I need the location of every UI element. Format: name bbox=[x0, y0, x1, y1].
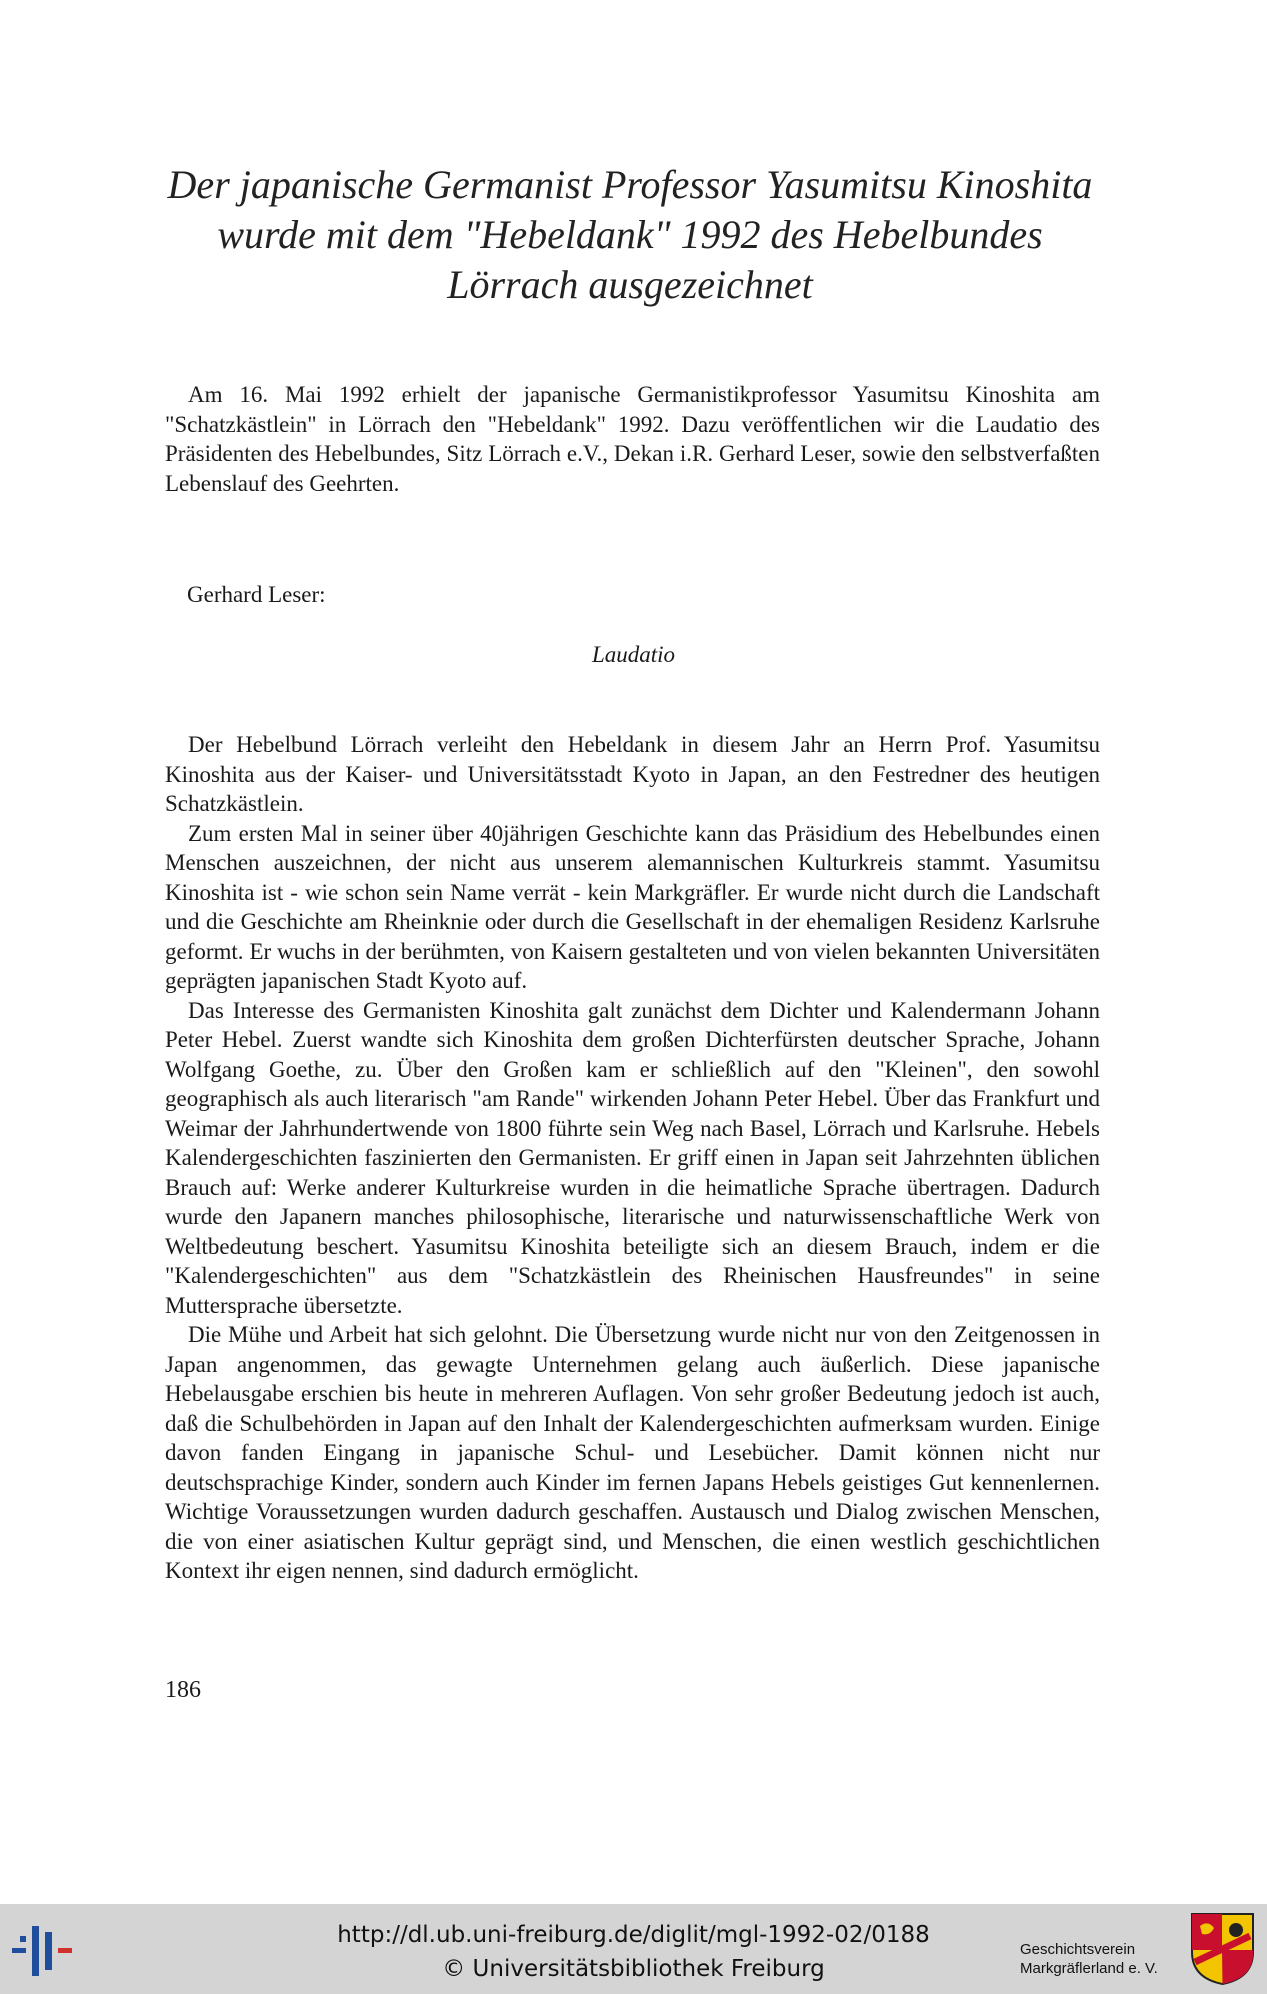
viewer-footer bbox=[0, 1904, 1267, 1994]
article-title bbox=[140, 160, 1120, 310]
society-name-line-1: Geschichtsverein bbox=[1020, 1941, 1136, 1958]
document-url[interactable]: http://dl.ub.uni-freiburg.de/diglit/mgl-1992-02/0188 bbox=[337, 1922, 930, 1948]
intro-paragraph: Am 16. Mai 1992 erhielt der japanische Germanistikprofessor Yasumitsu Kinoshita am "Schatzkästlein" in Lörrach den "Hebeldank" 1992. Dazu veröffentlichen wir die Laudatio des Präsidenten des Hebelbundes, Sitz Lörrach e.V., Dekan i.R. Gerhard Leser, sowie den selbstverfaßten Lebenslauf des Geehrten. bbox=[165, 382, 1100, 496]
body-paragraph-1: Der Hebelbund Lörrach verleiht den Hebeldank in diesem Jahr an Herrn Prof. Yasumitsu Kinoshita aus der Kaiser- und Universitätsstadt Kyoto in Japan, an den Festredner des heutigen Schatzkästlein. bbox=[165, 732, 1100, 816]
copyright-notice: © Universitätsbibliothek Freiburg bbox=[442, 1956, 825, 1982]
title-line-3: Lörrach ausgezeichnet bbox=[447, 262, 813, 307]
society-name-line-2: Markgräflerland e. V. bbox=[1020, 1960, 1158, 1977]
title-line-2: wurde mit dem "Hebeldank" 1992 des Hebelbundes bbox=[217, 212, 1043, 257]
page-number: 186 bbox=[165, 1677, 201, 1703]
body-paragraph-2: Zum ersten Mal in seiner über 40jährigen Geschichte kann das Präsidium des Hebelbundes einen Menschen auszeichnen, der nicht aus unserem alemannischen Kulturkreis stammt. Yasumitsu Kinoshita ist - wie schon sein Name verrät - kein Markgräfler. Er wurde nicht durch die Landschaft und die Geschichte am Rheinknie oder durch die Gesellschaft in der ehemaligen Residenz Karlsruhe geformt. Er wuchs in der berühmten, von Kaisern gestalteten und von vielen bekannten Universitäten geprägten japanischen Stadt Kyoto auf. bbox=[165, 820, 1100, 993]
coat-of-arms-icon bbox=[1190, 1912, 1255, 1986]
laudatio-body bbox=[165, 730, 1100, 1586]
section-subtitle: Laudatio bbox=[591, 642, 676, 667]
body-paragraph-3: Das Interesse des Germanisten Kinoshita galt zunächst dem Dichter und Kalendermann Johann Peter Hebel. Zuerst wandte sich Kinoshita dem großen Dichterfürsten deutscher Sprache, Johann Wolfgang Goethe, zu. Über den Großen kam er schließlich auf den "Kleinen", den sowohl geographisch als auch literarisch "am Rande" wirkenden Johann Peter Hebel. Über das Frankfurt und Weimar der Jahrhundertwende von 1800 führte sein Weg nach Basel, Lörrach und Karlsruhe. Hebels Kalendergeschichten faszinierten den Germanisten. Er griff einen in Japan seit Jahrzehnten üblichen Brauch auf: Werke anderer Kulturkreise wurden in die heimatliche Sprache übertragen. Dadurch wurde den Japanern manches philosophische, literarische und naturwissenschaftliche Werk von Weltbedeutung beschert. Yasumitsu Kinoshita beteiligte sich an diesem Brauch, indem er die "Kalendergeschichten" aus dem "Schatzkästlein des Rheinischen Hausfreundes" in seine Muttersprache übersetzte. bbox=[165, 997, 1100, 1318]
title-line-1: Der japanische Germanist Professor Yasumitsu Kinoshita bbox=[167, 162, 1093, 207]
society-name bbox=[1020, 1940, 1158, 1978]
body-paragraph-4: Die Mühe und Arbeit hat sich gelohnt. Die Übersetzung wurde nicht nur von den Zeitgenossen in Japan angenommen, das gewagte Unternehmen gelang auch äußerlich. Diese japanische Hebelausgabe erschien bis heute in mehreren Auflagen. Von sehr großer Bedeutung jedoch ist auch, daß die Schulbehörden in Japan auf den Inhalt der Kalendergeschichten aufmerksam wurden. Einige davon fanden Eingang in japanische Schul- und Lesebücher. Damit können nicht nur deutschsprachige Kinder, sondern auch Kinder im fernen Japans Hebels geistiges Gut kennenlernen. Wichtige Voraussetzungen wurden dadurch geschaffen. Austausch und Dialog zwischen Menschen, die von einer asiatischen Kultur geprägt sind, und Menschen, die einen westlich geschichtlichen Kontext ihr eigen nennen, sind dadurch ermöglicht. bbox=[165, 1322, 1100, 1583]
intro-block bbox=[165, 380, 1100, 498]
author-name: Gerhard Leser: bbox=[187, 582, 326, 607]
